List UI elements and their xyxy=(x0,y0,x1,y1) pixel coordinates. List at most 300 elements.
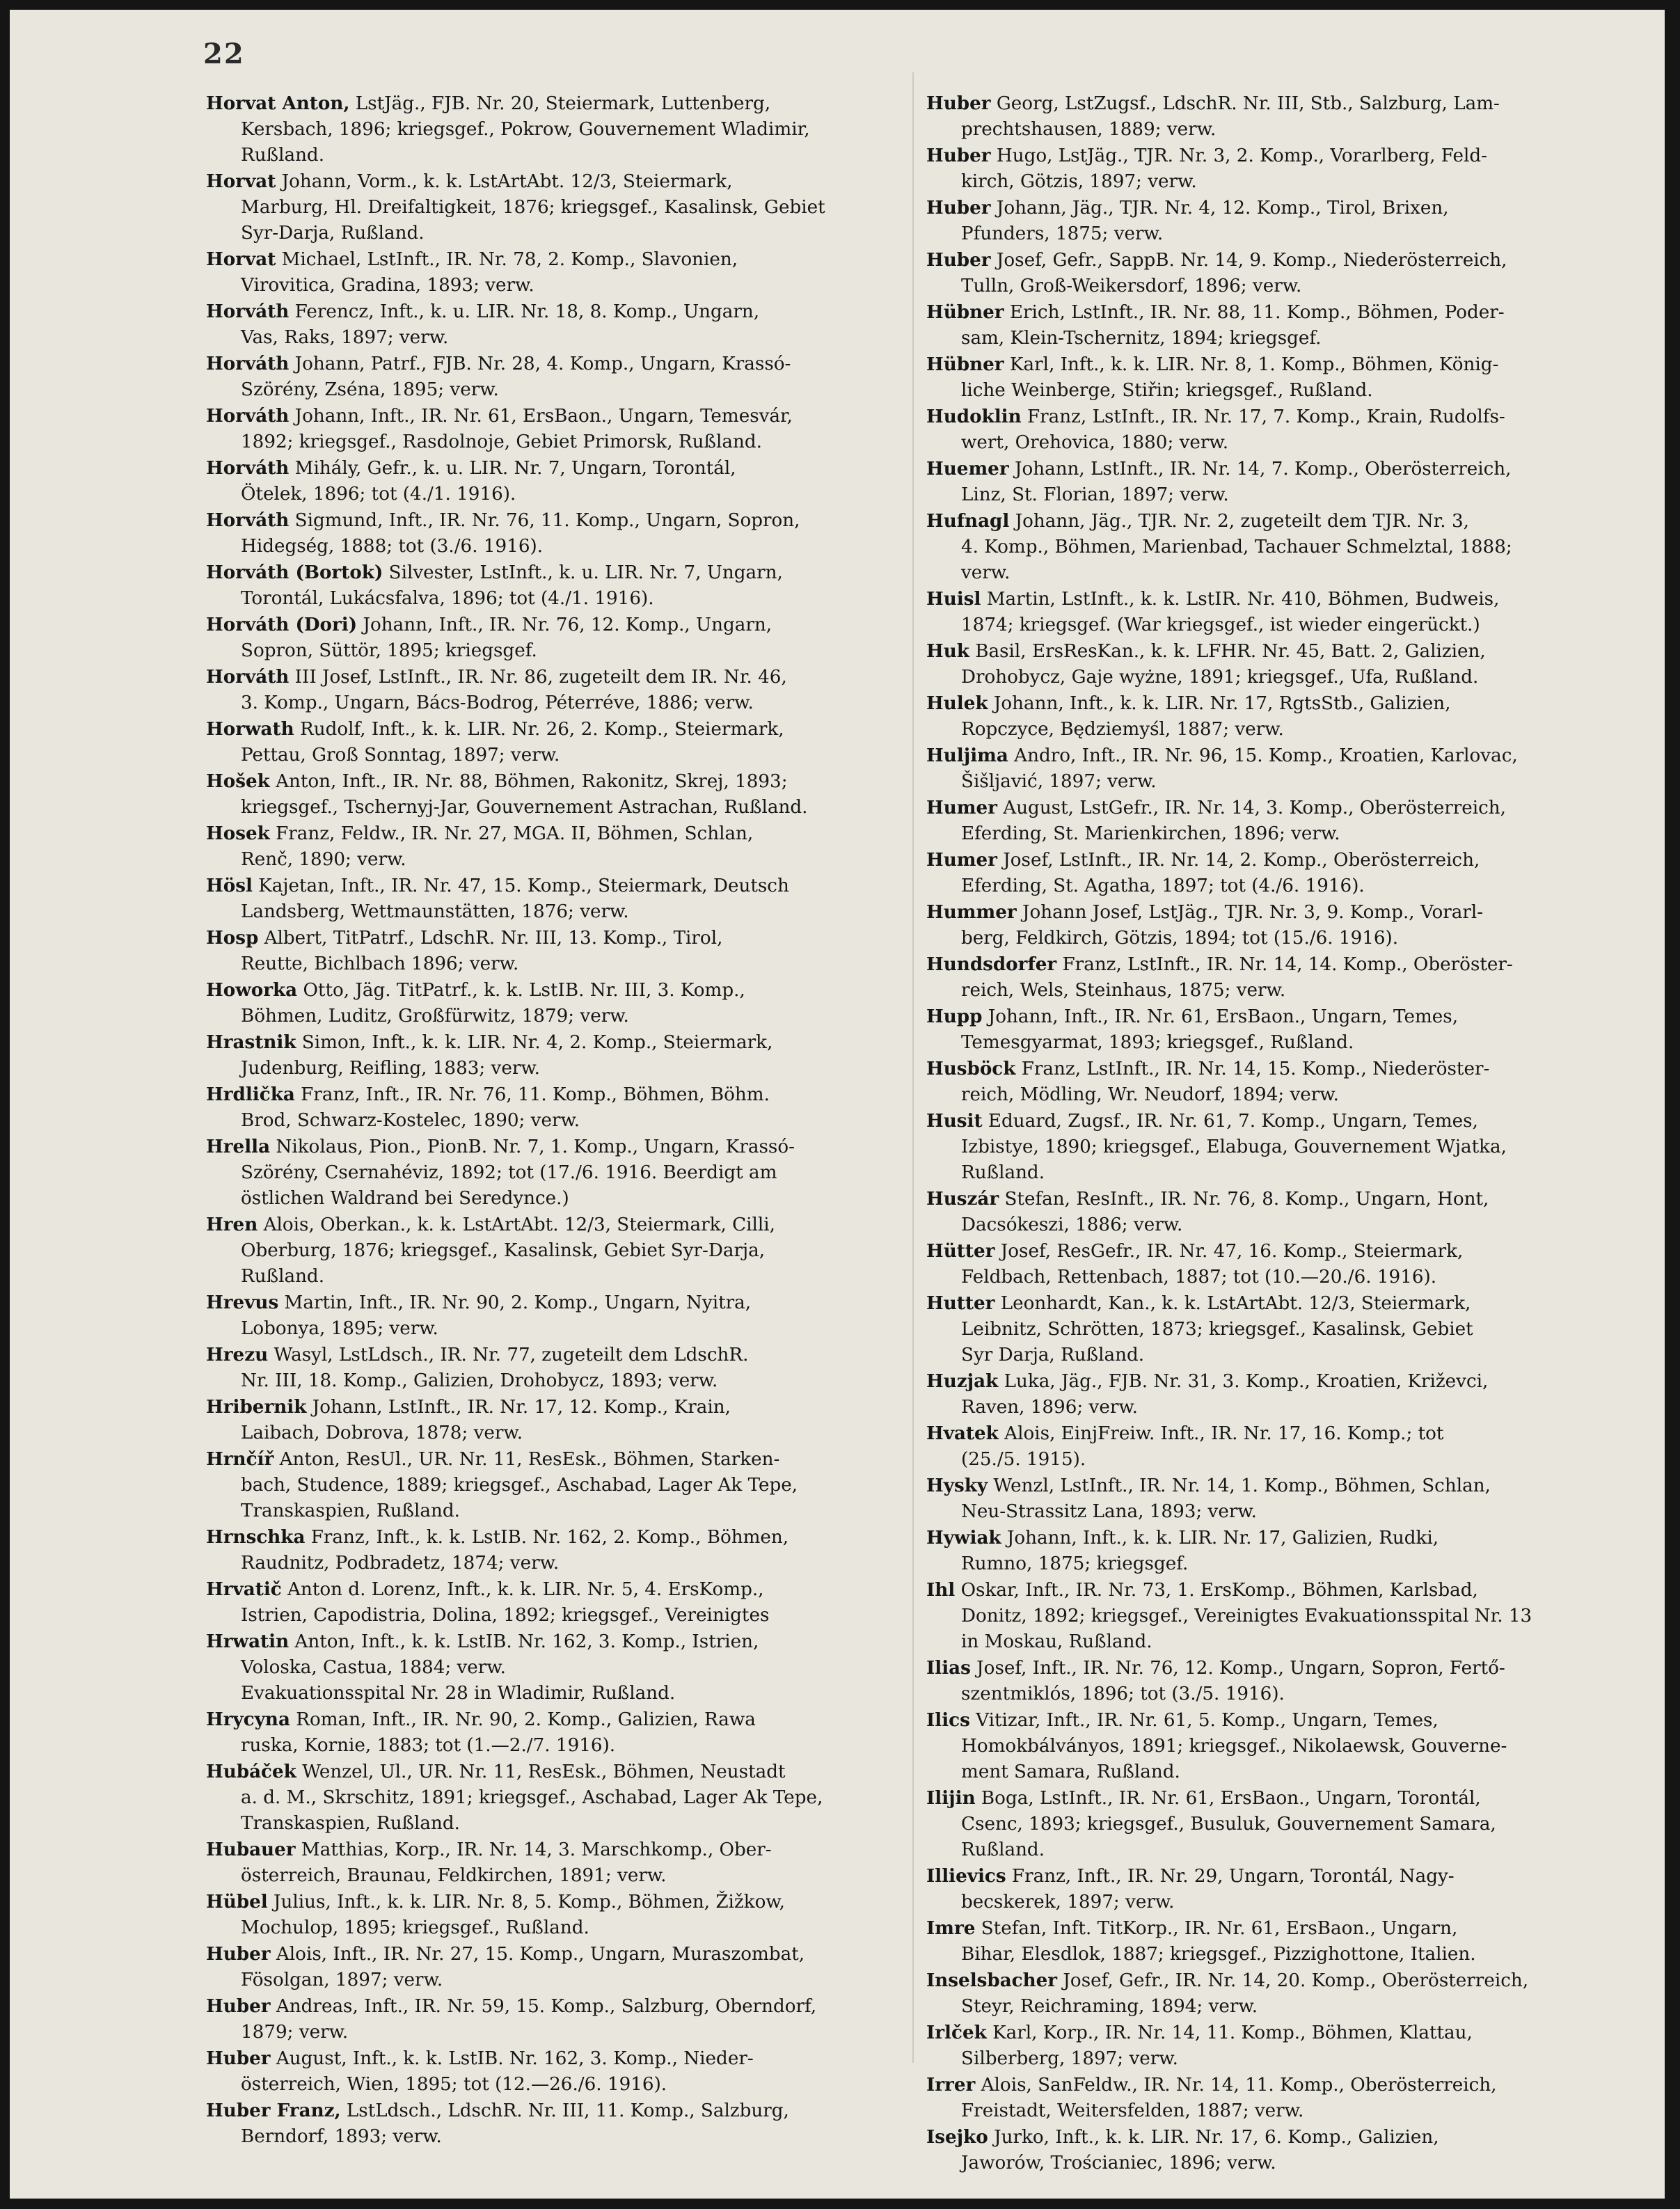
entry-continuation-line: Rußland. xyxy=(961,1162,1045,1183)
register-entry xyxy=(206,455,901,507)
register-entry xyxy=(206,507,901,560)
register-entry xyxy=(926,143,1622,195)
entry-first-line: Huszár Stefan, ResInft., IR. Nr. 76, 8. Komp., Ungarn, Hont, xyxy=(926,1188,1489,1210)
entry-surname: Huk xyxy=(926,640,969,662)
entry-first-line: Horváth Mihály, Gefr., k. u. LIR. Nr. 7, Ungarn, Torontál, xyxy=(206,457,736,479)
register-entry xyxy=(206,299,901,351)
entry-first-line: Imre Stefan, Inft. TitKorp., IR. Nr. 61, ErsBaon., Ungarn, xyxy=(926,1917,1458,1939)
entry-surname: Husböck xyxy=(926,1058,1016,1079)
entry-first-line: Hvatek Alois, EinjFreiw. Inft., IR. Nr. 17, 16. Komp.; tot xyxy=(926,1423,1444,1444)
entry-first-line: Huk Basil, ErsResKan., k. k. LFHR. Nr. 45, Batt. 2, Galizien, xyxy=(926,640,1486,662)
entry-continuation-line: Ötelek, 1896; tot (4./1. 1916). xyxy=(241,484,516,505)
document-page xyxy=(10,10,1665,2199)
entry-continuation-line: Silberberg, 1897; verw. xyxy=(961,2048,1178,2069)
entry-continuation-line: Rußland. xyxy=(961,1839,1045,1860)
register-entry xyxy=(926,1863,1622,1915)
entry-first-line: Huljima Andro, Inft., IR. Nr. 96, 15. Komp., Kroatien, Karlovac, xyxy=(926,745,1518,766)
entry-surname: Huber xyxy=(206,1995,271,2017)
entry-surname: Huber xyxy=(206,2048,271,2069)
entry-continuation-line: reich, Wels, Steinhaus, 1875; verw. xyxy=(961,980,1286,1001)
register-entry xyxy=(206,1029,901,1082)
entry-continuation-line: Istrien, Capodistria, Dolina, 1892; kriegsgef., Vereinigtes xyxy=(241,1605,770,1626)
entry-first-line: Ilias Josef, Inft., IR. Nr. 76, 12. Komp., Ungarn, Sopron, Fertő- xyxy=(926,1657,1505,1679)
entry-first-line: Horvat Anton, LstJäg., FJB. Nr. 20, Steiermark, Luttenberg, xyxy=(206,93,771,114)
entry-continuation-line: 1879; verw. xyxy=(241,2022,349,2043)
entry-continuation-line: Berndorf, 1893; verw. xyxy=(241,2126,442,2147)
register-entry xyxy=(206,716,901,768)
entry-surname: Illievics xyxy=(926,1865,1006,1887)
entry-first-line: Hubáček Wenzel, Ul., UR. Nr. 11, ResEsk., Böhmen, Neustadt xyxy=(206,1761,786,1782)
register-entry xyxy=(206,1446,901,1524)
register-entry xyxy=(206,873,901,925)
entry-surname: Huzjak xyxy=(926,1370,999,1392)
entry-first-line: Huber Franz, LstLdsch., LdschR. Nr. III, 11. Komp., Salzburg, xyxy=(206,2100,789,2121)
entry-surname: Hundsdorfer xyxy=(926,953,1057,975)
entry-first-line: Hübner Erich, LstInft., IR. Nr. 88, 11. Komp., Böhmen, Poder- xyxy=(926,301,1505,323)
register-entry xyxy=(206,1290,901,1342)
entry-surname: Hosek xyxy=(206,823,270,844)
entry-surname: Huszár xyxy=(926,1188,999,1210)
register-entry xyxy=(206,821,901,873)
entry-first-line: Horváth Sigmund, Inft., IR. Nr. 76, 11. Komp., Ungarn, Sopron, xyxy=(206,509,800,531)
entry-continuation-line: Lobonya, 1895; verw. xyxy=(241,1318,438,1339)
entry-surname: Horváth (Bortok) xyxy=(206,562,383,583)
entry-first-line: Huber Georg, LstZugsf., LdschR. Nr. III, Stb., Salzburg, Lam- xyxy=(926,93,1500,114)
register-entry xyxy=(206,246,901,299)
entry-first-line: Hribernik Johann, LstInft., IR. Nr. 17, 12. Komp., Krain, xyxy=(206,1396,731,1418)
register-entry xyxy=(206,403,901,455)
entry-continuation-line: Böhmen, Luditz, Großfürwitz, 1879; verw. xyxy=(241,1006,629,1027)
entry-surname: Horváth xyxy=(206,666,290,688)
entry-surname: Horváth (Dori) xyxy=(206,614,358,635)
register-entry xyxy=(206,1524,901,1576)
entry-continuation-line: österreich, Wien, 1895; tot (12.—26./6. 1916). xyxy=(241,2074,667,2095)
entry-continuation-line: Pfunders, 1875; verw. xyxy=(961,223,1164,244)
entry-first-line: Hrezu Wasyl, LstLdsch., IR. Nr. 77, zugeteilt dem LdschR. xyxy=(206,1344,749,1365)
register-entry xyxy=(926,90,1622,143)
register-entry xyxy=(926,351,1622,404)
entry-first-line: Hošek Anton, Inft., IR. Nr. 88, Böhmen, Rakonitz, Skrej, 1893; xyxy=(206,770,788,792)
register-entry xyxy=(926,1056,1622,1108)
entry-continuation-line: Voloska, Castua, 1884; verw. xyxy=(241,1657,506,1678)
entry-first-line: Howorka Otto, Jäg. TitPatrf., k. k. LstIB. Nr. III, 3. Komp., xyxy=(206,979,745,1001)
register-entry xyxy=(926,247,1622,299)
entry-continuation-line: becskerek, 1897; verw. xyxy=(961,1892,1175,1913)
entry-first-line: Hutter Leonhardt, Kan., k. k. LstArtAbt. 12/3, Steiermark, xyxy=(926,1292,1471,1314)
entry-first-line: Hosp Albert, TitPatrf., LdschR. Nr. III, 13. Komp., Tirol, xyxy=(206,927,723,949)
entry-first-line: Huber Josef, Gefr., SappB. Nr. 14, 9. Komp., Niederösterreich, xyxy=(926,249,1507,271)
entry-surname: Hrezu xyxy=(206,1344,269,1365)
register-entry xyxy=(206,1837,901,1889)
entry-continuation-line: szentmiklós, 1896; tot (3./5. 1916). xyxy=(961,1684,1285,1704)
register-entry xyxy=(926,1368,1622,1420)
entry-first-line: Hrvatič Anton d. Lorenz, Inft., k. k. LIR. Nr. 5, 4. ErsKomp., xyxy=(206,1578,764,1600)
register-entry xyxy=(926,899,1622,951)
entry-surname: Horváth xyxy=(206,405,290,427)
entry-first-line: Hrdlička Franz, Inft., IR. Nr. 76, 11. Komp., Böhmen, Böhm. xyxy=(206,1084,770,1105)
entry-continuation-line: sam, Klein-Tschernitz, 1894; kriegsgef. xyxy=(961,328,1322,349)
entry-first-line: Hosek Franz, Feldw., IR. Nr. 27, MGA. II, Böhmen, Schlan, xyxy=(206,823,754,844)
column-divider xyxy=(912,72,914,2063)
entry-continuation-line: ment Samara, Rußland. xyxy=(961,1761,1180,1782)
entry-first-line: Inselsbacher Josef, Gefr., IR. Nr. 14, 20. Komp., Oberösterreich, xyxy=(926,1970,1529,1991)
entry-first-line: Hübner Karl, Inft., k. k. LIR. Nr. 8, 1. Komp., Böhmen, König- xyxy=(926,354,1499,375)
entry-continuation-line: Sopron, Süttör, 1895; kriegsgef. xyxy=(241,640,537,661)
entry-continuation-line: Bihar, Elesdlok, 1887; kriegsgef., Pizzighottone, Italien. xyxy=(961,1944,1476,1965)
entry-continuation-line: Virovitica, Gradina, 1893; verw. xyxy=(241,275,534,296)
entry-surname: Hösl xyxy=(206,875,253,896)
entry-continuation-line: Mochulop, 1895; kriegsgef., Rußland. xyxy=(241,1917,589,1938)
register-entry xyxy=(926,299,1622,351)
register-entry xyxy=(926,1707,1622,1785)
entry-surname: Hübner xyxy=(926,354,1004,375)
entry-continuation-line: Fösolgan, 1897; verw. xyxy=(241,1970,443,1990)
register-entry xyxy=(926,456,1622,508)
register-entry xyxy=(926,1108,1622,1186)
entry-surname: Hupp xyxy=(926,1006,983,1027)
entry-continuation-line: ruska, Kornie, 1883; tot (1.—2./7. 1916). xyxy=(241,1735,616,1756)
entry-continuation-line: Szörény, Csernahéviz, 1892; tot (17./6. 1916. Beerdigt am xyxy=(241,1162,777,1183)
register-entry xyxy=(206,1759,901,1837)
entry-continuation-line: Reutte, Bichlbach 1896; verw. xyxy=(241,953,519,974)
entry-first-line: Horváth (Bortok) Silvester, LstInft., k. u. LIR. Nr. 7, Ungarn, xyxy=(206,562,783,583)
entry-surname: Irrer xyxy=(926,2074,976,2096)
register-entry xyxy=(926,195,1622,247)
entry-surname: Hosp xyxy=(206,927,259,949)
entry-first-line: Hysky Wenzl, LstInft., IR. Nr. 14, 1. Komp., Böhmen, Schlan, xyxy=(926,1475,1491,1496)
entry-first-line: Evakuationsspital Nr. 28 in Wladimir, Rußland. xyxy=(241,1683,676,1704)
entry-surname: Ilias xyxy=(926,1657,971,1679)
entry-first-line: Hummer Johann Josef, LstJäg., TJR. Nr. 3, 9. Komp., Vorarl- xyxy=(926,901,1484,923)
entry-surname: Hysky xyxy=(926,1475,988,1496)
entry-first-line: Huber Johann, Jäg., TJR. Nr. 4, 12. Komp., Tirol, Brixen, xyxy=(926,197,1449,219)
entry-surname: Ihl xyxy=(926,1579,956,1601)
entry-continuation-line: Torontál, Lukácsfalva, 1896; tot (4./1. 1916). xyxy=(241,588,654,609)
entry-continuation-line: prechtshausen, 1889; verw. xyxy=(961,119,1217,140)
entry-surname: Hren xyxy=(206,1214,258,1235)
entry-surname: Hywiak xyxy=(926,1527,1001,1549)
entry-continuation-line: Kersbach, 1896; kriegsgef., Pokrow, Gouvernement Wladimir, xyxy=(241,119,810,140)
register-entry xyxy=(206,168,901,246)
register-entry xyxy=(926,586,1622,638)
entry-surname: Horvat xyxy=(206,248,276,270)
left-column xyxy=(206,90,901,2150)
register-entry xyxy=(926,795,1622,847)
register-entry xyxy=(206,2045,901,2098)
register-entry xyxy=(926,1186,1622,1238)
register-entry xyxy=(206,1394,901,1446)
entry-surname: Humer xyxy=(926,797,997,818)
entry-continuation-line: 4. Komp., Böhmen, Marienbad, Tachauer Schmelztal, 1888; xyxy=(961,537,1512,557)
entry-first-line: Hrycyna Roman, Inft., IR. Nr. 90, 2. Komp., Galizien, Rawa xyxy=(206,1709,756,1730)
register-entry xyxy=(926,638,1622,690)
register-entry xyxy=(206,1212,901,1290)
entry-first-line: Hrevus Martin, Inft., IR. Nr. 90, 2. Komp., Ungarn, Nyitra, xyxy=(206,1292,752,1313)
entry-continuation-line: Feldbach, Rettenbach, 1887; tot (10.—20./6. 1916). xyxy=(961,1267,1437,1288)
entry-continuation-line: Nr. III, 18. Komp., Galizien, Drohobycz, 1893; verw. xyxy=(241,1370,718,1391)
entry-continuation-line: verw. xyxy=(961,562,1011,583)
entry-continuation-line: Jaworów, Trościaniec, 1896; verw. xyxy=(961,2153,1276,2174)
entry-surname: Huber xyxy=(926,197,991,219)
entry-continuation-line: Pettau, Groß Sonntag, 1897; verw. xyxy=(241,745,560,766)
register-entry xyxy=(206,1707,901,1759)
register-entry xyxy=(206,1629,901,1681)
entry-continuation-line: a. d. M., Skrschitz, 1891; kriegsgef., Aschabad, Lager Ak Tepe, xyxy=(241,1787,823,1808)
register-entry xyxy=(206,560,901,612)
register-entry xyxy=(206,768,901,821)
register-entry xyxy=(926,743,1622,795)
entry-first-line: Hren Alois, Oberkan., k. k. LstArtAbt. 12/3, Steiermark, Cilli, xyxy=(206,1214,775,1235)
entry-surname: Horvat xyxy=(206,171,276,192)
register-entry xyxy=(206,1993,901,2045)
entry-continuation-line: Transkaspien, Rußland. xyxy=(241,1813,460,1834)
entry-surname: Hrwatin xyxy=(206,1631,290,1652)
entry-surname: Hutter xyxy=(926,1292,995,1314)
entry-surname: Ilics xyxy=(926,1709,970,1731)
register-entry xyxy=(206,1941,901,1993)
entry-surname: Hošek xyxy=(206,770,270,792)
entry-continuation-line: Vas, Raks, 1897; verw. xyxy=(241,327,449,348)
entry-first-line: Huber Hugo, LstJäg., TJR. Nr. 3, 2. Komp., Vorarlberg, Feld- xyxy=(926,145,1488,166)
entry-first-line: Humer Josef, LstInft., IR. Nr. 14, 2. Komp., Oberösterreich, xyxy=(926,849,1480,871)
right-column xyxy=(926,90,1622,2176)
entry-continuation-line: Donitz, 1892; kriegsgef., Vereinigtes Evakuationsspital Nr. 13 xyxy=(961,1606,1532,1626)
entry-first-line: Irrer Alois, SanFeldw., IR. Nr. 14, 11. Komp., Oberösterreich, xyxy=(926,2074,1497,2096)
register-entry xyxy=(926,951,1622,1004)
entry-first-line: Ihl Oskar, Inft., IR. Nr. 73, 1. ErsKomp., Böhmen, Karlsbad, xyxy=(926,1579,1478,1601)
entry-first-line: Huzjak Luka, Jäg., FJB. Nr. 31, 3. Komp., Kroatien, Križevci, xyxy=(926,1370,1489,1392)
entry-surname: Horváth xyxy=(206,353,290,374)
entry-continuation-line: Rußland. xyxy=(241,145,325,166)
entry-first-line: Hübel Julius, Inft., k. k. LIR. Nr. 8, 5. Komp., Böhmen, Žižkow, xyxy=(206,1891,786,1913)
entry-continuation-line: Drohobycz, Gaje wyżne, 1891; kriegsgef., Ufa, Rußland. xyxy=(961,667,1479,688)
entry-first-line: Husböck Franz, LstInft., IR. Nr. 14, 15. Komp., Niederöster- xyxy=(926,1058,1490,1079)
register-entry xyxy=(206,1082,901,1134)
entry-continuation-line: kirch, Götzis, 1897; verw. xyxy=(961,171,1197,192)
entry-surname: Hrnčíř xyxy=(206,1448,274,1470)
register-entry xyxy=(206,351,901,403)
entry-surname: Hübel xyxy=(206,1891,268,1913)
register-entry xyxy=(206,1576,901,1629)
register-entry xyxy=(926,1525,1622,1577)
entry-surname: Imre xyxy=(926,1917,976,1939)
register-entry xyxy=(926,1473,1622,1525)
entry-surname: Hubáček xyxy=(206,1761,296,1782)
entry-surname: Hrycyna xyxy=(206,1709,290,1730)
entry-first-line: Ilics Vitizar, Inft., IR. Nr. 61, 5. Komp., Ungarn, Temes, xyxy=(926,1709,1439,1731)
entry-continuation-line: Ropczyce, Będziemyśl, 1887; verw. xyxy=(961,719,1284,740)
register-entry xyxy=(926,690,1622,743)
entry-surname: Hrastnik xyxy=(206,1031,296,1053)
entry-first-line: Horváth Johann, Patrf., FJB. Nr. 28, 4. Komp., Ungarn, Krassó- xyxy=(206,353,791,374)
entry-continuation-line: Šišljavić, 1897; verw. xyxy=(961,771,1157,792)
entry-first-line: Hrastnik Simon, Inft., k. k. LIR. Nr. 4, 2. Komp., Steiermark, xyxy=(206,1031,773,1053)
entry-surname: Hummer xyxy=(926,901,1017,923)
register-entry xyxy=(926,1238,1622,1290)
entry-continuation-line: Neu-Strassitz Lana, 1893; verw. xyxy=(961,1501,1257,1522)
entry-first-line: Hrnčíř Anton, ResUl., UR. Nr. 11, ResEsk., Böhmen, Starken- xyxy=(206,1448,780,1470)
entry-surname: Hübner xyxy=(926,301,1004,323)
entry-surname: Hrdlička xyxy=(206,1084,295,1105)
entry-continuation-line: (25./5. 1915). xyxy=(961,1449,1086,1470)
entry-surname: Huljima xyxy=(926,745,1008,766)
entry-first-line: Hrella Nikolaus, Pion., PionB. Nr. 7, 1. Komp., Ungarn, Krassó- xyxy=(206,1136,795,1157)
entry-surname: Huber Franz, xyxy=(206,2100,341,2121)
entry-surname: Hrella xyxy=(206,1136,271,1157)
entry-first-line: Hudoklin Franz, LstInft., IR. Nr. 17, 7. Komp., Krain, Rudolfs- xyxy=(926,406,1505,427)
register-entry xyxy=(206,1342,901,1394)
entry-continuation-line: Hidegség, 1888; tot (3./6. 1916). xyxy=(241,536,544,557)
entry-continuation-line: reich, Mödling, Wr. Neudorf, 1894; verw. xyxy=(961,1084,1339,1105)
entry-first-line: Horvat Johann, Vorm., k. k. LstArtAbt. 12/3, Steiermark, xyxy=(206,171,733,192)
entry-surname: Howorka xyxy=(206,979,298,1001)
entry-first-line: Hubauer Matthias, Korp., IR. Nr. 14, 3. Marschkomp., Ober- xyxy=(206,1839,772,1860)
entry-first-line: Huber Alois, Inft., IR. Nr. 27, 15. Komp., Ungarn, Muraszombat, xyxy=(206,1943,805,1965)
entry-continuation-line: Judenburg, Reifling, 1883; verw. xyxy=(241,1058,540,1079)
entry-first-line: Hösl Kajetan, Inft., IR. Nr. 47, 15. Komp., Steiermark, Deutsch xyxy=(206,875,789,896)
entry-first-line: Hütter Josef, ResGefr., IR. Nr. 47, 16. Komp., Steiermark, xyxy=(926,1240,1464,1262)
register-entry xyxy=(206,977,901,1029)
entry-first-line: Huber Andreas, Inft., IR. Nr. 59, 15. Komp., Salzburg, Oberndorf, xyxy=(206,1995,817,2017)
entry-surname: Horváth xyxy=(206,509,290,531)
entry-continuation-line: Leibnitz, Schrötten, 1873; kriegsgef., Kasalinsk, Gebiet xyxy=(961,1319,1473,1340)
register-entry xyxy=(926,2020,1622,2072)
entry-continuation-line: Csenc, 1893; kriegsgef., Busuluk, Gouvernement Samara, xyxy=(961,1814,1496,1835)
entry-continuation-line: Raven, 1896; verw. xyxy=(961,1397,1138,1418)
entry-continuation-line: Oberburg, 1876; kriegsgef., Kasalinsk, Gebiet Syr-Darja, xyxy=(241,1240,766,1261)
entry-first-line: Huber August, Inft., k. k. LstIB. Nr. 162, 3. Komp., Nieder- xyxy=(206,2048,754,2069)
entry-first-line: Huemer Johann, LstInft., IR. Nr. 14, 7. Komp., Oberösterreich, xyxy=(926,458,1512,480)
entry-surname: Irlček xyxy=(926,2022,987,2043)
register-entry xyxy=(206,1681,901,1707)
entry-first-line: Isejko Jurko, Inft., k. k. LIR. Nr. 17, 6. Komp., Galizien, xyxy=(926,2126,1439,2148)
entry-first-line: Hufnagl Johann, Jäg., TJR. Nr. 2, zugeteilt dem TJR. Nr. 3, xyxy=(926,510,1469,532)
entry-surname: Hvatek xyxy=(926,1423,999,1444)
entry-continuation-line: 3. Komp., Ungarn, Bács-Bodrog, Péterréve, 1886; verw. xyxy=(241,692,754,713)
entry-continuation-line: Eferding, St. Marienkirchen, 1896; verw. xyxy=(961,823,1340,844)
entry-first-line: Irlček Karl, Korp., IR. Nr. 14, 11. Komp., Böhmen, Klattau, xyxy=(926,2022,1473,2043)
register-entry xyxy=(926,404,1622,456)
register-entry xyxy=(206,2098,901,2150)
entry-first-line: Illievics Franz, Inft., IR. Nr. 29, Ungarn, Torontál, Nagy- xyxy=(926,1865,1455,1887)
register-entry xyxy=(926,2124,1622,2176)
register-entry xyxy=(206,925,901,977)
entry-surname: Hulek xyxy=(926,692,988,714)
entry-first-line: Husit Eduard, Zugsf., IR. Nr. 61, 7. Komp., Ungarn, Temes, xyxy=(926,1110,1478,1132)
entry-continuation-line: Rumno, 1875; kriegsgef. xyxy=(961,1553,1189,1574)
entry-first-line: Huisl Martin, LstInft., k. k. LstIR. Nr. 410, Böhmen, Budweis, xyxy=(926,588,1500,610)
entry-continuation-line: Transkaspien, Rußland. xyxy=(241,1501,460,1521)
entry-continuation-line: Steyr, Reichraming, 1894; verw. xyxy=(961,1996,1258,2017)
entry-surname: Hribernik xyxy=(206,1396,307,1418)
entry-continuation-line: Temesgyarmat, 1893; kriegsgef., Rußland. xyxy=(961,1032,1354,1053)
entry-continuation-line: kriegsgef., Tschernyj-Jar, Gouvernement Astrachan, Rußland. xyxy=(241,797,808,818)
entry-continuation-line: Raudnitz, Podbradetz, 1874; verw. xyxy=(241,1553,560,1574)
entry-first-line: Horváth Johann, Inft., IR. Nr. 61, ErsBaon., Ungarn, Temesvár, xyxy=(206,405,793,427)
entry-continuation-line: Linz, St. Florian, 1897; verw. xyxy=(961,484,1229,505)
entry-first-line: Humer August, LstGefr., IR. Nr. 14, 3. Komp., Oberösterreich, xyxy=(926,797,1507,818)
entry-continuation-line: Homokbálványos, 1891; kriegsgef., Nikolaewsk, Gouverne- xyxy=(961,1736,1507,1757)
entry-first-line: Horwath Rudolf, Inft., k. k. LIR. Nr. 26, 2. Komp., Steiermark, xyxy=(206,718,784,740)
register-entry xyxy=(206,664,901,716)
entry-first-line: Hulek Johann, Inft., k. k. LIR. Nr. 17, RgtsStb., Galizien, xyxy=(926,692,1451,714)
page-number: 22 xyxy=(203,38,245,70)
entry-continuation-line: Syr Darja, Rußland. xyxy=(961,1345,1145,1365)
entry-surname: Isejko xyxy=(926,2126,988,2148)
entry-continuation-line: Renč, 1890; verw. xyxy=(241,849,406,870)
entry-continuation-line: 1874; kriegsgef. (War kriegsgef., ist wieder eingerückt.) xyxy=(961,615,1480,635)
entry-surname: Hubauer xyxy=(206,1839,296,1860)
register-entry xyxy=(206,1889,901,1941)
entry-surname: Horwath xyxy=(206,718,294,740)
entry-surname: Horvat Anton, xyxy=(206,93,350,114)
register-entry xyxy=(926,1577,1622,1655)
entry-continuation-line: Marburg, Hl. Dreifaltigkeit, 1876; kriegsgef., Kasalinsk, Gebiet xyxy=(241,197,825,218)
entry-first-line: Horváth III Josef, LstInft., IR. Nr. 86, zugeteilt dem IR. Nr. 46, xyxy=(206,666,787,688)
entry-first-line: Hupp Johann, Inft., IR. Nr. 61, ErsBaon., Ungarn, Temes, xyxy=(926,1006,1459,1027)
entry-surname: Ilijin xyxy=(926,1787,976,1809)
register-entry xyxy=(206,1134,901,1212)
entry-continuation-line: Eferding, St. Agatha, 1897; tot (4./6. 1916). xyxy=(961,876,1365,896)
entry-surname: Horváth xyxy=(206,301,290,322)
entry-surname: Hrnschka xyxy=(206,1526,306,1548)
entry-surname: Huber xyxy=(206,1943,271,1965)
entry-surname: Huber xyxy=(926,249,991,271)
entry-surname: Hütter xyxy=(926,1240,995,1262)
entry-continuation-line: Laibach, Dobrova, 1878; verw. xyxy=(241,1423,523,1443)
register-entry xyxy=(926,2072,1622,2124)
entry-continuation-line: in Moskau, Rußland. xyxy=(961,1631,1152,1652)
entry-first-line: Hrwatin Anton, Inft., k. k. LstIB. Nr. 162, 3. Komp., Istrien, xyxy=(206,1631,759,1652)
entry-surname: Horváth xyxy=(206,457,290,479)
register-entry xyxy=(206,90,901,168)
entry-first-line: Horváth (Dori) Johann, Inft., IR. Nr. 76, 12. Komp., Ungarn, xyxy=(206,614,772,635)
entry-first-line: Hrnschka Franz, Inft., k. k. LstIB. Nr. 162, 2. Komp., Böhmen, xyxy=(206,1526,789,1548)
entry-surname: Hrevus xyxy=(206,1292,279,1313)
entry-first-line: Horvat Michael, LstInft., IR. Nr. 78, 2. Komp., Slavonien, xyxy=(206,248,738,270)
entry-continuation-line: östlichen Waldrand bei Seredynce.) xyxy=(241,1188,569,1209)
entry-continuation-line: Syr-Darja, Rußland. xyxy=(241,223,425,244)
entry-continuation-line: berg, Feldkirch, Götzis, 1894; tot (15./6. 1916). xyxy=(961,928,1399,949)
register-entry xyxy=(926,1290,1622,1368)
entry-surname: Husit xyxy=(926,1110,983,1132)
entry-first-line: Horváth Ferencz, Inft., k. u. LIR. Nr. 18, 8. Komp., Ungarn, xyxy=(206,301,760,322)
entry-continuation-line: 1892; kriegsgef., Rasdolnoje, Gebiet Primorsk, Rußland. xyxy=(241,431,762,452)
entry-surname: Hufnagl xyxy=(926,510,1010,532)
register-entry xyxy=(926,1655,1622,1707)
entry-surname: Huber xyxy=(926,145,991,166)
entry-surname: Huber xyxy=(926,93,991,114)
entry-continuation-line: Dacsókeszi, 1886; verw. xyxy=(961,1214,1183,1235)
entry-surname: Hudoklin xyxy=(926,406,1022,427)
entry-first-line: Hundsdorfer Franz, LstInft., IR. Nr. 14, 14. Komp., Oberöster- xyxy=(926,953,1513,975)
register-entry xyxy=(926,508,1622,586)
entry-surname: Inselsbacher xyxy=(926,1970,1058,1991)
entry-surname: Humer xyxy=(926,849,997,871)
entry-continuation-line: österreich, Braunau, Feldkirchen, 1891; verw. xyxy=(241,1865,667,1886)
register-entry xyxy=(206,612,901,664)
register-entry xyxy=(926,847,1622,899)
entry-continuation-line: wert, Orehovica, 1880; verw. xyxy=(961,432,1229,453)
entry-continuation-line: Tulln, Groß-Weikersdorf, 1896; verw. xyxy=(961,276,1302,296)
register-entry xyxy=(926,1420,1622,1473)
entry-continuation-line: Szörény, Zséna, 1895; verw. xyxy=(241,379,499,400)
entry-continuation-line: Rußland. xyxy=(241,1266,325,1287)
entry-continuation-line: Izbistye, 1890; kriegsgef., Elabuga, Gouvernement Wjatka, xyxy=(961,1137,1507,1157)
entry-continuation-line: bach, Studence, 1889; kriegsgef., Aschabad, Lager Ak Tepe, xyxy=(241,1475,798,1496)
entry-surname: Huemer xyxy=(926,458,1009,480)
entry-first-line: Hywiak Johann, Inft., k. k. LIR. Nr. 17, Galizien, Rudki, xyxy=(926,1527,1439,1549)
